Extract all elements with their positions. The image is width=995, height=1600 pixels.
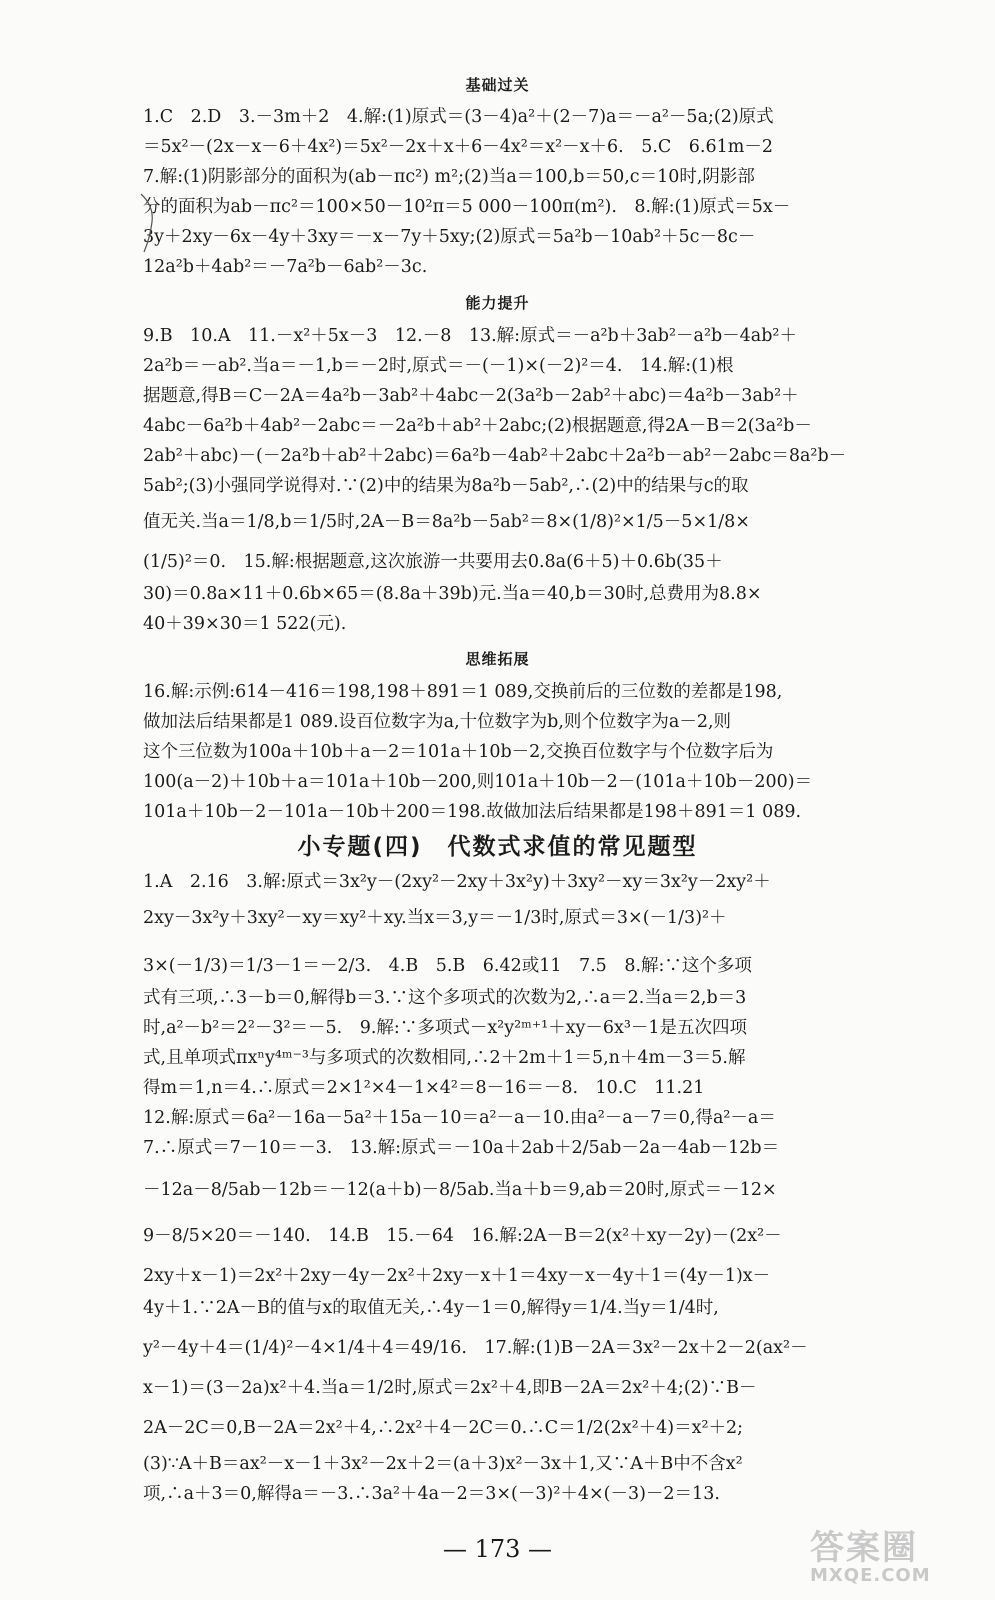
text-line: 100(a－2)＋10b＋a＝101a＋10b－200,则101a＋10b－2－(101a＋10b－200)＝ [143,772,813,792]
text-line: 1.A 2.16 3.解:原式＝3x²y－(2xy²－2xy＋3x²y)＋3xy²－xy＝3x²y－2xy²＋ [143,872,771,892]
text-line: 40＋39×30＝1 522(元). [143,614,347,634]
text-line: 5ab²;(3)小强同学说得对.∵(2)中的结果为8a²b－5ab²,∴(2)中的结果与c的取 [143,476,749,496]
text-line: 2xy＋x－1)＝2x²＋2xy－4y－2x²＋2xy－x＋1＝4xy－x－4y＋1＝(4y－1)x－ [143,1266,771,1286]
text-line: 做加法后结果都是1 089.设百位数字为a,十位数字为b,则个位数字为a－2,则 [143,712,732,732]
text-line: 4abc－6a²b＋4ab²－2abc＝－2a²b＋ab²＋2abc;(2)根据题意,得2A－B＝2(3a²b－ [143,416,812,436]
text-line: 12a²b＋4ab²＝－7a²b－6ab²－3c. [143,257,428,277]
section-heading-basic: 基础过关 [465,76,530,94]
text-line: 9.B 10.A 11.－x²＋5x－3 12.－8 13.解:原式＝－a²b＋3ab²－a²b－4ab²＋ [143,326,797,346]
text-line: 这个三位数为100a＋10b＋a－2＝101a＋10b－2,交换百位数字与个位数字后为 [143,742,774,762]
text-line: 1.C 2.D 3.－3m＋2 4.解:(1)原式＝(3－4)a²＋(2－7)a＝－a²－5a;(2)原式 [143,107,774,127]
text-line: 项,∴a＋3＝0,解得a＝－3.∴3a²＋4a－2＝3×(－3)²＋4×(－3)－2＝13. [143,1484,720,1504]
text-line: 2xy－3x²y＋3xy²－xy＝xy²＋xy.当x＝3,y＝－1/3时,原式＝3×(－1/3)²＋ [143,908,727,928]
text-line: (3)∵A＋B＝ax²－x－1＋3x²－2x＋2＝(a＋3)x²－3x＋1,又∵A＋B中不含x² [143,1454,743,1474]
text-line: 9－8/5×20＝－140. 14.B 15.－64 16.解:2A－B＝2(x²＋xy－2y)－(2x²－ [143,1226,782,1246]
text-line: 分的面积为ab－πc²＝100×50－10²π＝5 000－100π(m²). 8.解:(1)原式＝5x－ [143,197,791,217]
text-line: 7.∴原式＝7－10＝－3. 13.解:原式＝－10a＋2ab＋2/5ab－2a－4ab－12b＝ [143,1138,780,1158]
text-line: (1/5)²＝0. 15.解:根据题意,这次旅游一共要用去0.8a(6＋5)＋0.6b(35＋ [143,552,723,572]
text-line: 30)＝0.8a×11＋0.6b×65＝(8.8a＋39b)元.当a＝40,b＝30时,总费用为8.8× [143,584,762,604]
text-line: 据题意,得B＝C－2A＝4a²b－3ab²＋4abc－2(3a²b－2ab²＋abc)＝4a²b－3ab²＋ [143,386,799,406]
text-line: 式,且单项式πxⁿy⁴ᵐ⁻³与多项式的次数相同,∴2＋2m＋1＝5,n＋4m－3＝5.解 [143,1048,746,1068]
text-line: y²－4y＋4＝(1/4)²－4×1/4＋4＝49/16. 17.解:(1)B－2A＝3x²－2x＋2－2(ax²－ [143,1338,808,1358]
text-line: 16.解:示例:614－416＝198,198＋891＝1 089,交换前后的三位数的差都是198, [143,682,783,702]
text-line: 7.解:(1)阴影部分的面积为(ab－πc²) m²;(2)当a＝100,b＝50,c＝10时,阴影部 [143,167,755,187]
text-line: 2a²b＝－ab².当a＝－1,b＝－2时,原式＝－(－1)×(－2)²＝4. 14.解:(1)根 [143,356,734,376]
pen-mark [138,192,160,254]
text-line: ＝5x²－(2x－x－6＋4x²)＝5x²－2x＋x＋6－4x²＝x²－x＋6. 5.C 6.61m－2 [143,137,773,157]
text-line: 3×(－1/3)＝1/3－1＝－2/3. 4.B 5.B 6.42或11 7.5 8.解:∵这个多项 [143,956,752,976]
page-number: — 173 — [442,1535,553,1563]
text-line: 101a＋10b－2－101a－10b＋200＝198.故做加法后结果都是198＋891＝1 089. [143,802,802,822]
section-heading-thinking: 思维拓展 [465,650,530,668]
watermark-url: MXQE.COM [810,1565,931,1586]
text-line: 式有三项,∴3－b＝0,解得b＝3.∵这个多项式的次数为2,∴a＝2.当a＝2,b＝3 [143,988,747,1008]
text-line: 2ab²＋abc)－(－2a²b＋ab²＋2abc)＝6a²b－4ab²＋2abc＋2a²b－ab²－2abc＝8a²b－ [143,446,847,466]
text-line: －12a－8/5ab－12b＝－12(a＋b)－8/5ab.当a＋b＝9,ab＝20时,原式＝－12× [143,1180,777,1200]
text-line: 得m＝1,n＝4.∴原式＝2×1²×4－1×4²＝8－16＝－8. 10.C 11.21 [143,1078,705,1098]
text-line: 4y＋1.∵2A－B的值与x的取值无关,∴4y－1＝0,解得y＝1/4.当y＝1/4时, [143,1298,719,1318]
site-watermark [810,1520,960,1590]
watermark-logo: 答案圈 [810,1528,918,1568]
text-line: 3y＋2xy－6x－4y＋3xy＝－x－7y＋5xy;(2)原式＝5a²b－10ab²＋5c－8c－ [143,227,756,247]
text-line: 12.解:原式＝6a²－16a－5a²＋15a－10＝a²－a－10.由a²－a－7＝0,得a²－a＝ [143,1108,776,1128]
text-line: x－1)＝(3－2a)x²＋4.当a＝1/2时,原式＝2x²＋4,即B－2A＝2x²＋4;(2)∵B－ [143,1378,757,1398]
text-line: 2A－2C＝0,B－2A＝2x²＋4,∴2x²＋4－2C＝0.∴C＝1/2(2x²＋4)＝x²＋2; [143,1418,743,1438]
section-heading-ability: 能力提升 [465,294,530,312]
text-line: 时,a²－b²＝2²－3²＝－5. 9.解:∵多项式－x²y²ᵐ⁺¹＋xy－6x³－1是五次四项 [143,1018,747,1038]
text-line: 值无关.当a＝1/8,b＝1/5时,2A－B＝8a²b－5ab²＝8×(1/8)²×1/5－5×1/8× [143,512,750,532]
special-topic-title: 小专题(四) 代数式求值的常见题型 [297,834,698,860]
